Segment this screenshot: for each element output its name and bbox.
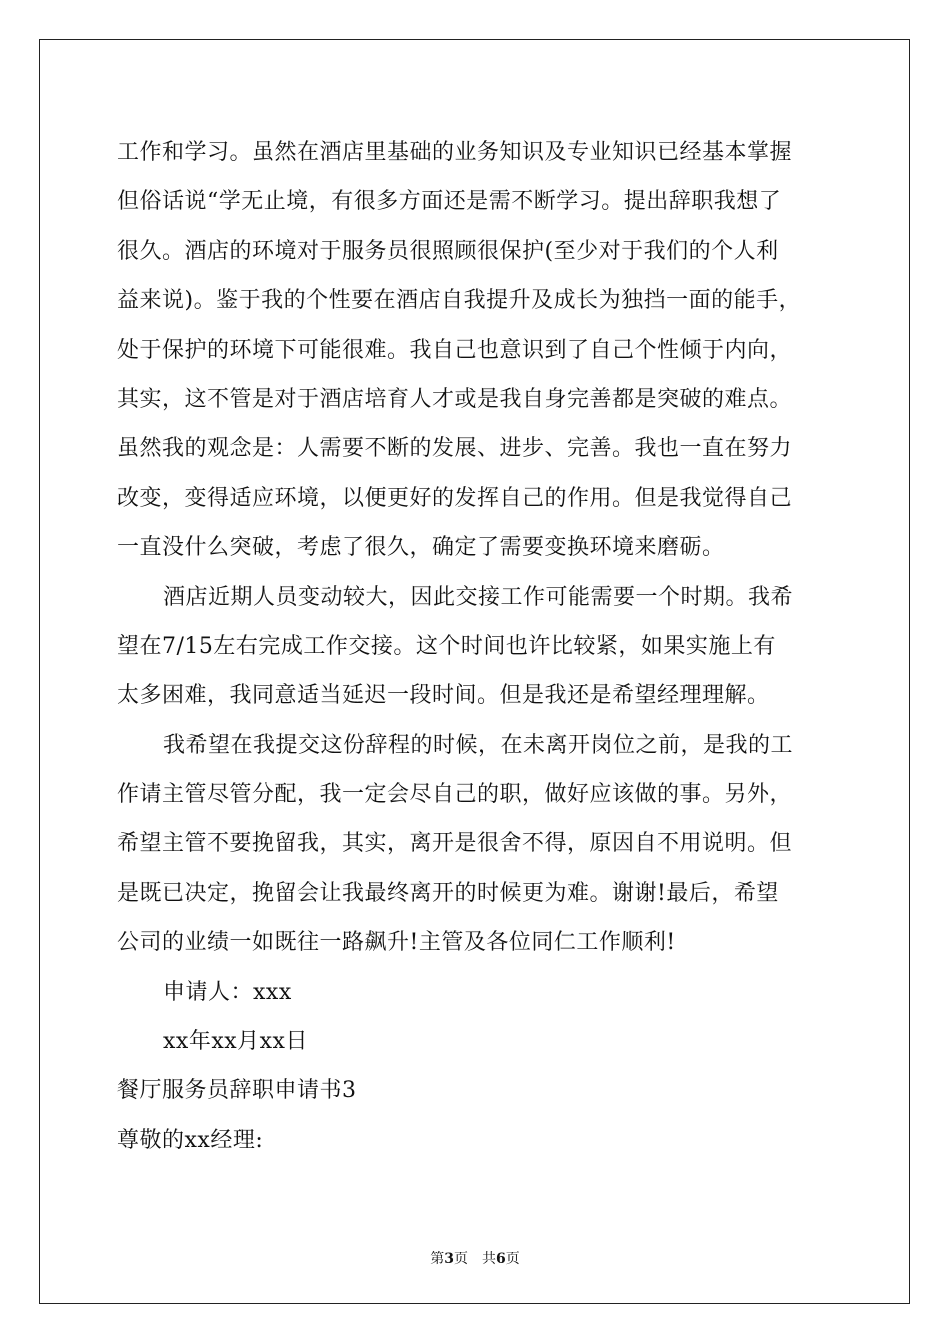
page-number: 3 — [444, 1251, 454, 1267]
section-title: 餐厅服务员辞职申请书3 — [117, 1078, 357, 1104]
text-line: 虽然我的观念是：人需要不断的发展、进步、完善。我也一直在努力 — [117, 436, 793, 462]
paragraph-start-line: 酒店近期人员变动较大，因此交接工作可能需要一个时期。我希 — [163, 584, 794, 610]
text-line: 公司的业绩一如既往一路飙升!主管及各位同仁工作顺利! — [117, 930, 676, 956]
total-pages: 6 — [496, 1251, 506, 1267]
page-suffix: 页 — [454, 1251, 468, 1267]
text-line: 一直没什么突破，考虑了很久，确定了需要变换环境来磨砺。 — [117, 535, 725, 561]
total-suffix: 页 — [505, 1251, 520, 1267]
applicant-line: 申请人：xxx — [163, 979, 292, 1005]
text-line: 其实，这不管是对于酒店培育人才或是我自身完善都是突破的难点。 — [117, 386, 793, 412]
text-line: 作请主管尽管分配，我一定会尽自己的职，做好应该做的事。另外， — [117, 782, 793, 808]
text-line: 但俗话说“学无止境，有很多方面还是需不断学习。提出辞职我想了 — [117, 189, 782, 215]
page-footer — [0, 1248, 950, 1268]
paragraph-start-line: 我希望在我提交这份辞程的时候，在未离开岗位之前，是我的工 — [163, 732, 794, 758]
text-line: 望在7/15左右完成工作交接。这个时间也许比较紧，如果实施上有 — [117, 633, 776, 659]
text-line: 处于保护的环境下可能很难。我自己也意识到了自己个性倾于内向， — [117, 337, 793, 363]
text-line: 工作和学习。虽然在酒店里基础的业务知识及专业知识已经基本掌握 — [117, 140, 793, 165]
text-line: 改变，变得适应环境，以便更好的发挥自己的作用。但是我觉得自己 — [117, 485, 793, 511]
salutation-line: 尊敬的xx经理: — [117, 1127, 264, 1153]
date-line: xx年xx月xx日 — [163, 1029, 308, 1055]
text-line: 希望主管不要挽留我，其实，离开是很舍不得，原因自不用说明。但 — [117, 831, 793, 857]
text-line: 很久。酒店的环境对于服务员很照顾很保护(至少对于我们的个人利 — [117, 238, 779, 264]
text-line: 益来说)。鉴于我的个性要在酒店自我提升及成长为独挡一面的能手， — [117, 288, 802, 314]
text-line: 太多困难，我同意适当延迟一段时间。但是我还是希望经理理解。 — [117, 683, 770, 709]
text-line: 是既已决定，挽留会让我最终离开的时候更为难。谢谢!最后，希望 — [117, 880, 779, 906]
document-body — [117, 128, 857, 1165]
page-prefix: 第 — [430, 1251, 445, 1267]
total-prefix: 共 — [482, 1251, 496, 1267]
